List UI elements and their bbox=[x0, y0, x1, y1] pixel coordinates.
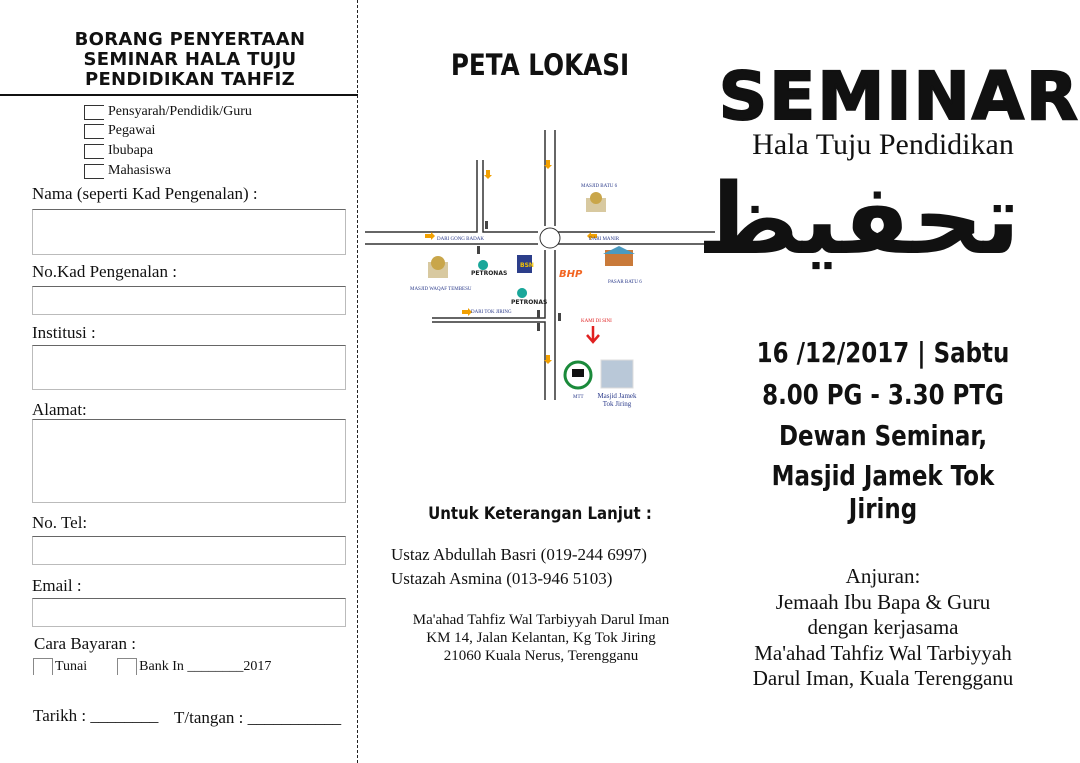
mosque-icon bbox=[586, 192, 606, 212]
here-arrow-icon bbox=[587, 326, 599, 342]
roundabout bbox=[540, 228, 560, 248]
form-title bbox=[40, 30, 340, 90]
signature-label: T/tangan : ___________ bbox=[174, 708, 342, 727]
institution-field[interactable] bbox=[32, 345, 346, 390]
category-option[interactable] bbox=[84, 163, 171, 179]
organizer-line: Anjuran: bbox=[845, 564, 921, 588]
petronas-icon bbox=[517, 288, 527, 298]
title-rule bbox=[0, 94, 358, 96]
event-venue: Masjid Jamek Tok Jiring bbox=[771, 459, 995, 525]
seminar-title: SEMINAR bbox=[718, 58, 1080, 135]
map-label: DARI GONG BADAK bbox=[437, 237, 484, 242]
category-option[interactable] bbox=[84, 143, 153, 159]
email-label: Email : bbox=[32, 576, 82, 595]
checkbox[interactable] bbox=[84, 164, 104, 179]
address-line: KM 14, Jalan Kelantan, Kg Tok Jiring bbox=[426, 630, 656, 646]
email-field[interactable] bbox=[32, 598, 346, 627]
address-label: Alamat: bbox=[32, 400, 87, 419]
address-field[interactable] bbox=[32, 419, 346, 503]
map-label: MASJID WAQAF TEMBESU bbox=[410, 287, 472, 292]
institution-label: Institusi : bbox=[32, 323, 96, 342]
map-label: MASJID BATU 6 bbox=[581, 184, 618, 189]
category-label: Mahasiswa bbox=[108, 163, 171, 178]
address-line: 21060 Kuala Nerus, Terengganu bbox=[443, 648, 639, 664]
name-field[interactable] bbox=[32, 209, 346, 255]
map-label: DARI TOK JIRING bbox=[471, 310, 512, 315]
cash-label: Tunai bbox=[55, 658, 88, 674]
organizer-line: Jemaah Ibu Bapa & Guru bbox=[775, 589, 991, 614]
form-title-line: BORANG PENYERTAAN bbox=[74, 29, 306, 50]
form-title-line: PENDIDIKAN TAHFIZ bbox=[84, 69, 296, 90]
seminar-subtitle: Hala Tuju Pendidikan bbox=[752, 128, 1014, 161]
organizer-line: Ma'ahad Tahfiz Wal Tarbiyyah bbox=[754, 640, 1012, 665]
ic-field[interactable] bbox=[32, 286, 346, 315]
organizer-line: Darul Iman, Kuala Terengganu bbox=[752, 666, 1014, 690]
masjid-photo bbox=[601, 360, 633, 388]
address-line: Ma'ahad Tahfiz Wal Tarbiyyah Darul Iman bbox=[412, 612, 670, 628]
bhp-label: BHP bbox=[559, 269, 583, 280]
cash-checkbox[interactable] bbox=[33, 658, 53, 675]
form-title-line: SEMINAR HALA TUJU bbox=[83, 49, 297, 70]
category-label: Pensyarah/Pendidik/Guru bbox=[108, 104, 252, 119]
contact-heading: Untuk Keterangan Lanjut : bbox=[428, 504, 652, 524]
fold-divider bbox=[357, 0, 358, 763]
map-label: Tok Jiring bbox=[602, 400, 632, 408]
category-label: Ibubapa bbox=[108, 143, 154, 158]
map-label: DARI MANIR bbox=[589, 237, 620, 242]
map-label: Masjid Jamek bbox=[597, 392, 637, 400]
phone-field[interactable] bbox=[32, 536, 346, 565]
mosque-icon bbox=[428, 256, 448, 278]
name-label: Nama (seperti Kad Pengenalan) : bbox=[32, 184, 258, 203]
payment-label: Cara Bayaran : bbox=[34, 634, 136, 653]
event-date: 16 /12/2017 | Sabtu bbox=[756, 336, 1010, 369]
roads bbox=[365, 130, 715, 400]
here-label: KAMI DI SINI bbox=[581, 319, 612, 324]
petronas-label: PETRONAS bbox=[511, 299, 548, 306]
map-label: PASAR BATU 6 bbox=[608, 280, 642, 285]
organizer-block bbox=[722, 564, 1044, 692]
category-label: Pegawai bbox=[108, 123, 156, 138]
organizer-line: dengan kerjasama bbox=[807, 615, 959, 639]
payment-options bbox=[33, 658, 271, 675]
location-map bbox=[365, 130, 715, 410]
bank-label: Bank In ________2017 bbox=[139, 658, 272, 674]
ic-label: No.Kad Pengenalan : bbox=[32, 262, 177, 281]
event-time: 8.00 PG - 3.30 PTG bbox=[762, 378, 1004, 411]
date-label: Tarikh : ________ bbox=[33, 706, 159, 725]
mtt-label: MTT bbox=[573, 395, 584, 400]
bsn-label: BSN bbox=[520, 262, 534, 269]
map-title: PETA LOKASI bbox=[450, 48, 630, 82]
tahfiz-calligraphy: تحفيظ bbox=[697, 163, 1020, 277]
contact-person: Ustazah Asmina (013-946 5103) bbox=[391, 569, 613, 588]
checkbox[interactable] bbox=[84, 144, 104, 159]
category-option[interactable] bbox=[84, 104, 252, 120]
arrow-icons bbox=[425, 160, 597, 364]
address-block bbox=[365, 611, 717, 665]
category-option[interactable] bbox=[84, 123, 155, 139]
phone-label: No. Tel: bbox=[32, 513, 88, 532]
petronas-label: PETRONAS bbox=[471, 270, 508, 277]
event-venue: Dewan Seminar, bbox=[778, 419, 988, 452]
petronas-icon bbox=[478, 260, 488, 270]
contact-person: Ustaz Abdullah Basri (019-244 6997) bbox=[391, 545, 647, 564]
market-icon bbox=[603, 246, 635, 266]
checkbox[interactable] bbox=[84, 124, 104, 139]
bank-checkbox[interactable] bbox=[117, 658, 137, 675]
checkbox[interactable] bbox=[84, 105, 104, 120]
